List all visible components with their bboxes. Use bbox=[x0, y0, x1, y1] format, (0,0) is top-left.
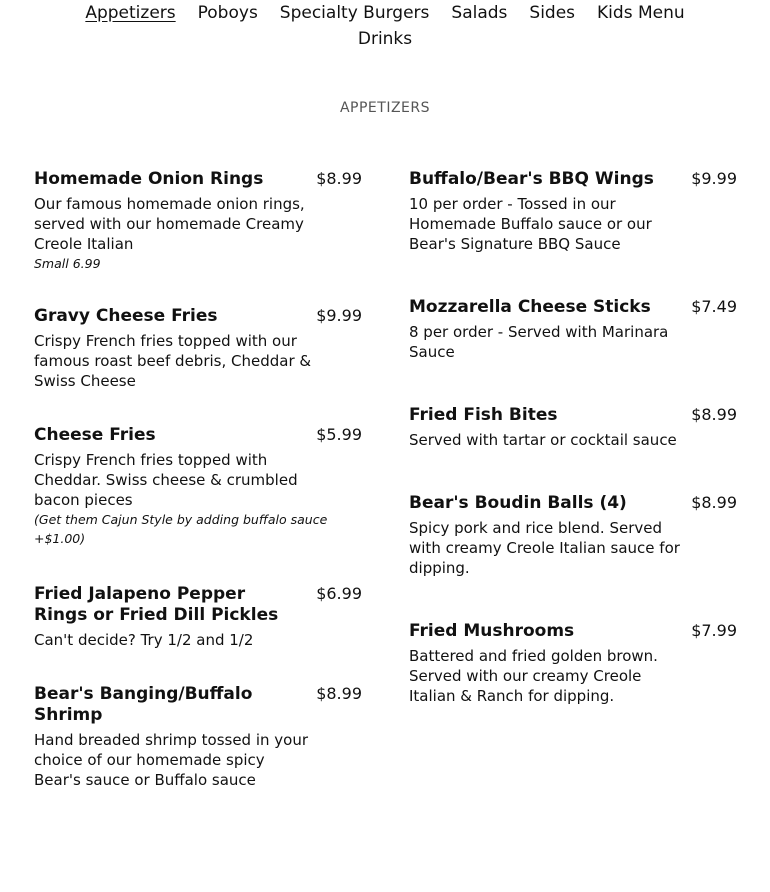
menu-item bbox=[34, 424, 362, 548]
menu-item-header bbox=[409, 620, 737, 642]
menu-column-right bbox=[409, 168, 737, 748]
menu-item bbox=[409, 296, 737, 362]
menu-item-description: Served with tartar or cocktail sauce bbox=[409, 431, 677, 449]
menu-item bbox=[409, 492, 737, 578]
nav-link-salads[interactable]: Salads bbox=[451, 3, 508, 23]
menu-item bbox=[34, 683, 362, 790]
menu-item-header bbox=[34, 305, 362, 327]
menu-item-price: $8.99 bbox=[316, 169, 362, 188]
menu-item bbox=[34, 168, 362, 273]
menu-item-header bbox=[409, 168, 737, 190]
menu-item-name: Homemade Onion Rings bbox=[34, 169, 264, 189]
menu-item-name: Mozzarella Cheese Sticks bbox=[409, 297, 651, 317]
menu-item bbox=[34, 583, 362, 650]
menu-item-name: Bear's Banging/Buffalo Shrimp bbox=[34, 684, 253, 725]
menu-item-price: $5.99 bbox=[316, 425, 362, 444]
menu-item-price: $9.99 bbox=[691, 169, 737, 188]
menu-item-name: Bear's Boudin Balls (4) bbox=[409, 493, 627, 513]
menu-item-header bbox=[34, 424, 362, 446]
menu-item-header bbox=[409, 296, 737, 318]
menu-item-name: Fried Fish Bites bbox=[409, 405, 558, 425]
menu-item-price: $8.99 bbox=[691, 493, 737, 512]
nav-link-appetizers[interactable]: Appetizers bbox=[85, 3, 176, 23]
menu-item bbox=[409, 620, 737, 706]
menu-item bbox=[34, 305, 362, 391]
menu-item-description: 10 per order - Tossed in our Homemade Buffalo sauce or our Bear's Signature BBQ Sauce bbox=[409, 195, 652, 253]
nav-row-1 bbox=[0, 0, 770, 26]
menu-item-price: $7.99 bbox=[691, 621, 737, 640]
menu-item-note: (Get them Cajun Style by adding buffalo sauce +$1.00) bbox=[34, 512, 328, 546]
menu-item-name: Fried Mushrooms bbox=[409, 621, 575, 641]
section-title: APPETIZERS bbox=[339, 100, 431, 116]
menu-item-price: $9.99 bbox=[316, 306, 362, 325]
nav-link-poboys[interactable]: Poboys bbox=[197, 3, 258, 23]
menu-item-header bbox=[409, 404, 737, 426]
menu-item-header bbox=[34, 583, 362, 626]
menu-item-header bbox=[34, 683, 362, 726]
menu-item-price: $8.99 bbox=[691, 405, 737, 424]
menu-item-description: Hand breaded shrimp tossed in your choice of our homemade spicy Bear's sauce or Buffalo sauce bbox=[34, 731, 309, 789]
menu-item-description: Can't decide? Try 1/2 and 1/2 bbox=[34, 631, 254, 649]
menu-item-description: Crispy French fries topped with our famous roast beef debris, Cheddar & Swiss Cheese bbox=[34, 332, 312, 390]
nav-link-specialty-burgers[interactable]: Specialty Burgers bbox=[279, 3, 430, 23]
menu-item-header bbox=[34, 168, 362, 190]
menu-item-description: Battered and fried golden brown. Served with our creamy Creole Italian & Ranch for dipping. bbox=[409, 647, 658, 705]
menu-category-nav bbox=[0, 0, 770, 52]
menu-item bbox=[409, 404, 737, 450]
menu-column-left bbox=[34, 168, 362, 832]
menu-item-note: Small 6.99 bbox=[34, 256, 101, 271]
nav-link-sides[interactable]: Sides bbox=[529, 3, 576, 23]
menu-item-price: $8.99 bbox=[316, 684, 362, 703]
menu-item-name: Buffalo/Bear's BBQ Wings bbox=[409, 169, 654, 189]
menu-item bbox=[409, 168, 737, 254]
menu-item-name: Gravy Cheese Fries bbox=[34, 306, 218, 326]
menu-item-description: Spicy pork and rice blend. Served with creamy Creole Italian sauce for dipping. bbox=[409, 519, 680, 577]
menu-item-description: 8 per order - Served with Marinara Sauce bbox=[409, 323, 669, 361]
menu-item-header bbox=[409, 492, 737, 514]
menu-item-price: $7.49 bbox=[691, 297, 737, 316]
nav-row-2 bbox=[0, 26, 770, 52]
menu-item-price: $6.99 bbox=[316, 584, 362, 603]
menu-item-name: Cheese Fries bbox=[34, 425, 156, 445]
menu-item-description: Crispy French fries topped with Cheddar. Swiss cheese & crumbled bacon pieces bbox=[34, 451, 298, 509]
nav-link-drinks[interactable]: Drinks bbox=[357, 29, 413, 49]
menu-item-name: Fried Jalapeno Pepper Rings or Fried Dill Pickles bbox=[34, 584, 279, 625]
nav-link-kids-menu[interactable]: Kids Menu bbox=[597, 3, 685, 23]
menu-item-description: Our famous homemade onion rings, served with our homemade Creamy Creole Italian bbox=[34, 195, 305, 253]
